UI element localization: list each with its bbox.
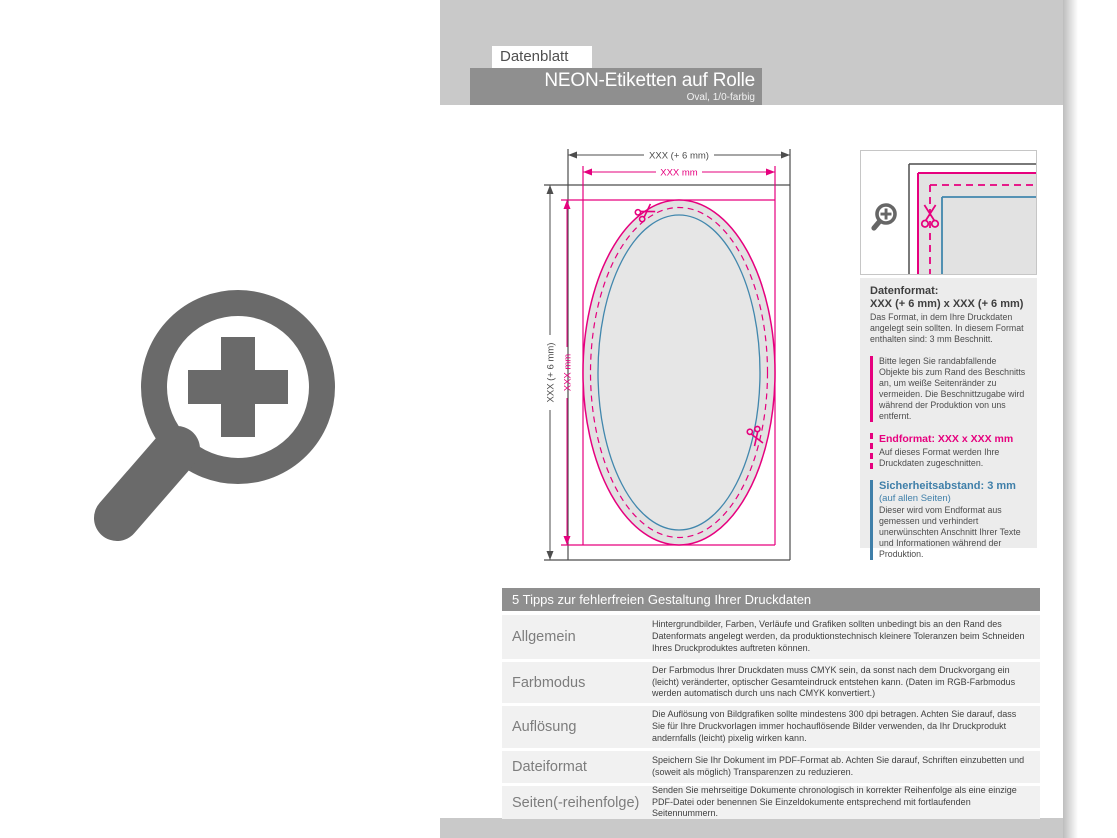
scissors-icon bbox=[634, 202, 656, 223]
arrowhead bbox=[564, 200, 571, 209]
tip-text: Die Auflösung von Bildgrafiken sollte mindestens 300 dpi betragen. Achten Sie darauf, dass Sie für Ihre Druckvorlagen immer hochauflösende Bilder verwenden, da Ihr Druckprodukt andernfalls (leicht) pixelig wirken kann. bbox=[652, 709, 1017, 743]
tips-table bbox=[502, 588, 1040, 819]
table-row bbox=[502, 662, 1040, 703]
zoom-plus-icon-small bbox=[874, 205, 895, 228]
tip-text: Hintergrundbilder, Farben, Verläufe und Grafiken sollten unbedingt bis an den Rand des Datenformats angelegt werden, da produktionstechnisch kleinere Toleranzen beim Schneiden Ihres Druckproduktes auftreten können. bbox=[652, 619, 1025, 653]
datenformat-value: XXX (+ 6 mm) x XXX (+ 6 mm) bbox=[870, 298, 1024, 310]
detail-zoom-box bbox=[860, 150, 1037, 275]
viewer-canvas bbox=[440, 0, 1078, 838]
dim-left-inner-label: XXX mm bbox=[562, 353, 574, 392]
endformat-section bbox=[870, 433, 1029, 469]
arrowhead bbox=[583, 169, 592, 176]
sicherheitsabstand-title: Sicherheitsabstand: 3 mm bbox=[879, 480, 1016, 492]
endformat-frame bbox=[561, 166, 775, 545]
page-subtitle: Oval, 1/0-farbig bbox=[686, 92, 755, 103]
tip-label: Farbmodus bbox=[512, 674, 586, 691]
cutline-ellipse bbox=[591, 208, 768, 538]
tips-header: 5 Tipps zur fehlerfreien Gestaltung Ihrer Druckdaten bbox=[502, 588, 1040, 611]
page-title: NEON-Etiketten auf Rolle bbox=[544, 70, 755, 91]
title-bar bbox=[470, 68, 762, 105]
arrowhead bbox=[568, 152, 577, 159]
tip-label: Seiten(-reihenfolge) bbox=[512, 794, 640, 811]
bleed-note-section bbox=[870, 356, 1029, 422]
endformat-body: Auf dieses Format werden Ihre Druckdaten zugeschnitten. bbox=[879, 447, 1000, 468]
tip-text: Speichern Sie Ihr Dokument im PDF-Format ab. Achten Sie darauf, Schriften einzubetten und (soweit als möglich) Transparenzen zu reduzieren. bbox=[652, 755, 1025, 777]
zoom-plus-icon-graphic bbox=[85, 272, 375, 572]
arrowhead bbox=[766, 169, 775, 176]
dim-top-outer-label: XXX (+ 6 mm) bbox=[649, 150, 709, 162]
tip-label: Allgemein bbox=[512, 629, 576, 645]
table-row bbox=[502, 615, 1040, 659]
dim-left-outer-label: XXX (+ 6 mm) bbox=[545, 342, 557, 403]
tip-text: Senden Sie mehrseitige Dokumente chronologisch in korrekter Reihenfolge als eine einzige PDF-Datei oder benennen Sie Einzeldokumente entsprechend mit fortlaufenden Seitennummern. bbox=[652, 784, 1017, 819]
bleed-note-text: Bitte legen Sie randabfallende Objekte bis zum Rand des Beschnitts an, um weiße Seitenränder zu vermeiden. Die Beschnittzugabe wird während der Produktion von uns entfernt. bbox=[879, 356, 1026, 421]
detail-corner-graphic bbox=[861, 151, 1036, 274]
datenformat-body: Das Format, in dem Ihre Druckdaten angelegt sein sollten. In diesem Format enthalten sind: 3 mm Beschnitt. bbox=[870, 312, 1024, 344]
arrowhead bbox=[781, 152, 790, 159]
format-info-panel bbox=[860, 278, 1037, 559]
tip-label: Auflösung bbox=[512, 719, 577, 735]
tip-label: Dateiformat bbox=[512, 759, 587, 775]
table-row bbox=[502, 751, 1040, 783]
arrowhead bbox=[547, 551, 554, 560]
scissors-icon bbox=[747, 426, 765, 447]
table-row bbox=[502, 786, 1040, 819]
table-row bbox=[502, 706, 1040, 748]
arrowhead bbox=[564, 536, 571, 545]
dim-top-inner-label: XXX mm bbox=[660, 167, 698, 179]
sicherheitsabstand-section bbox=[870, 480, 1029, 560]
sicherheitsabstand-subtitle: (auf allen Seiten) bbox=[879, 493, 951, 504]
sicherheitsabstand-body: Dieser wird vom Endformat aus gemessen und verhindert unerwünschten Anschnitt Ihrer Texte und Informationen während der Produktion. bbox=[879, 505, 1021, 559]
datenblatt-tab-label: Datenblatt bbox=[500, 48, 569, 65]
datenformat-frame bbox=[544, 149, 790, 560]
endformat-title: Endformat: XXX x XXX mm bbox=[879, 433, 1014, 445]
datasheet-page bbox=[440, 105, 1063, 818]
zoom-plus-icon bbox=[85, 272, 375, 572]
datenformat-section bbox=[870, 285, 1029, 345]
bleed-ellipse bbox=[583, 200, 775, 545]
datenformat-title: Datenformat: bbox=[870, 285, 939, 297]
tip-text: Der Farbmodus Ihrer Druckdaten muss CMYK sein, da sonst nach dem Druckvorgang ein (leicht) veränderter, optischer Gesamteindruck entstehen kann. (Daten im RGB-Farbmodus werden automatisch durch uns nach CMYK konvertiert.) bbox=[652, 664, 1016, 699]
safety-ellipse bbox=[598, 215, 760, 530]
arrowhead bbox=[547, 185, 554, 194]
page-edge-shadow bbox=[1063, 0, 1078, 838]
datenblatt-tab bbox=[492, 46, 592, 68]
